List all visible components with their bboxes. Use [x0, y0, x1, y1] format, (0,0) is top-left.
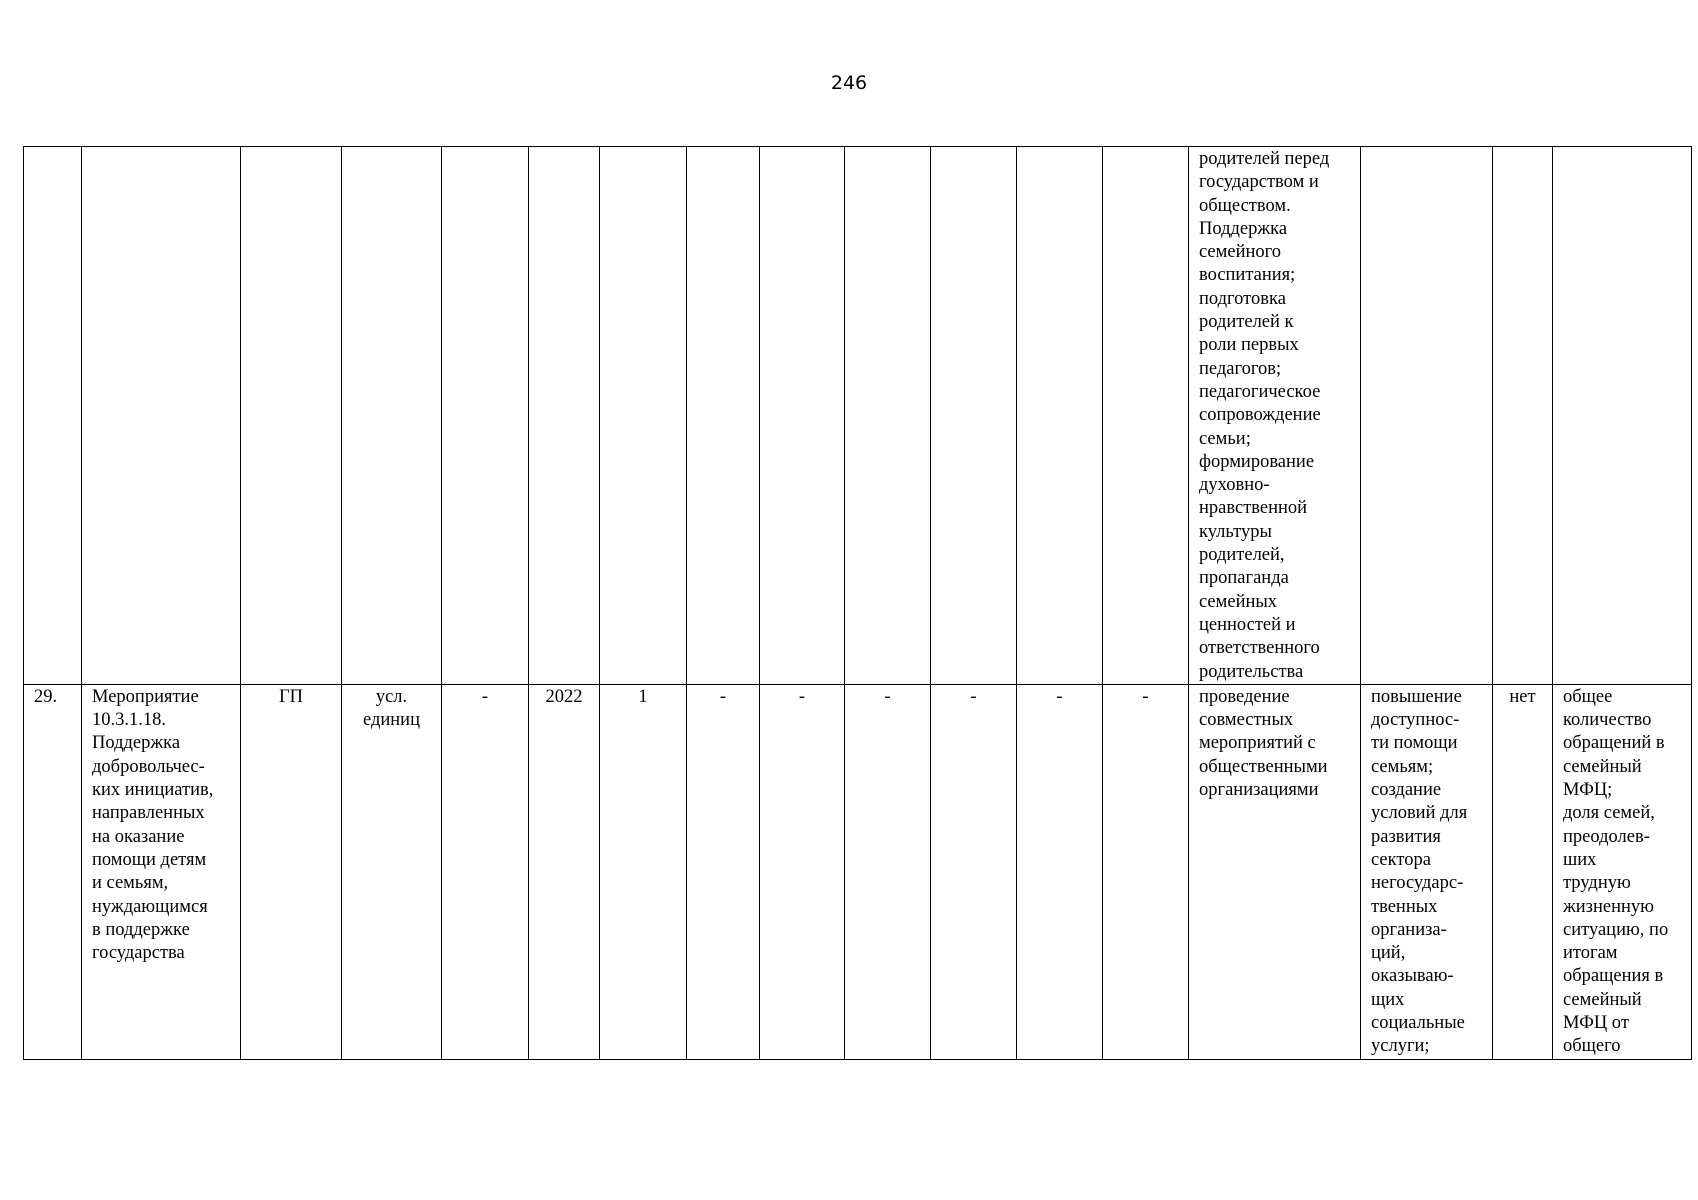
cell-executor: ГП: [241, 684, 342, 1059]
text-line: усл.: [375, 686, 408, 707]
cell-5: -: [442, 684, 529, 1059]
cell-11: -: [931, 684, 1017, 1059]
cell-value: 1: [600, 684, 687, 1059]
text-line: нравственной: [1199, 498, 1308, 519]
text-line: ценностей и: [1199, 614, 1296, 635]
text-line: культуры: [1199, 521, 1272, 542]
text-line: ответственного: [1199, 638, 1320, 659]
text-line: единиц: [363, 710, 420, 731]
table-row-continuation: [24, 147, 1692, 685]
text-line: ших: [1563, 849, 1597, 870]
text-line: ситуацию, по: [1563, 919, 1669, 940]
text-line: пропаганда: [1199, 568, 1289, 589]
text-line: и семьям,: [92, 873, 169, 894]
cell-11: [931, 147, 1017, 685]
cell-number: 29.: [24, 684, 82, 1059]
cell-8: -: [687, 684, 760, 1059]
text-line: преодолев-: [1563, 826, 1650, 847]
cell-10: [845, 147, 931, 685]
text-line: сектора: [1371, 849, 1431, 870]
text-line: обращений в: [1563, 733, 1665, 754]
cell-4: [342, 147, 442, 685]
text-line: твенных: [1371, 896, 1438, 917]
text-line: родительства: [1199, 661, 1304, 682]
text-line: добровольчес-: [92, 756, 205, 777]
text-line: создание: [1371, 780, 1442, 801]
cell-unit: [342, 684, 442, 1059]
text-line: в поддержке: [92, 919, 190, 940]
cell-8: [687, 147, 760, 685]
text-line: общего: [1563, 1036, 1621, 1057]
text-line: сопровождение: [1199, 405, 1321, 426]
cell-6: [529, 147, 600, 685]
cell-year: 2022: [529, 684, 600, 1059]
cell-13: [1103, 147, 1189, 685]
cell-flag: нет: [1493, 684, 1553, 1059]
text-line: оказываю-: [1371, 966, 1454, 987]
cell-indicators: [1553, 147, 1692, 685]
cell-results: [1361, 684, 1493, 1059]
text-line: мероприятий с: [1199, 733, 1316, 754]
cell-indicators: [1553, 684, 1692, 1059]
text-line: ких инициатив,: [92, 780, 214, 801]
cell-event-name: [82, 684, 241, 1059]
text-line: негосударс-: [1371, 873, 1464, 894]
text-line: количество: [1563, 710, 1652, 731]
cell-measures: [1189, 147, 1361, 685]
text-line: роли первых: [1199, 335, 1299, 356]
table-row-29: [24, 684, 1692, 1059]
text-line: совместных: [1199, 710, 1294, 731]
text-line: МФЦ от: [1563, 1012, 1629, 1033]
page-number: 246: [830, 72, 868, 94]
text-line: общее: [1563, 686, 1613, 707]
text-line: подготовка: [1199, 288, 1286, 309]
text-line: семейных: [1199, 591, 1278, 612]
text-line: формирование: [1199, 451, 1315, 472]
text-line: родителей к: [1199, 312, 1294, 333]
text-line: услуги;: [1371, 1036, 1430, 1057]
text-line: МФЦ;: [1563, 780, 1613, 801]
text-line: условий для: [1371, 803, 1468, 824]
text-line: помощи детям: [92, 849, 207, 870]
text-line: проведение: [1199, 686, 1290, 707]
text-line: Поддержка: [1199, 218, 1288, 239]
text-line: щих: [1371, 989, 1405, 1010]
text-line: семейный: [1563, 989, 1642, 1010]
text-line: доступнос-: [1371, 710, 1460, 731]
text-line: жизненную: [1563, 896, 1654, 917]
cell-5: [442, 147, 529, 685]
text-line: семьи;: [1199, 428, 1251, 449]
text-line: общественными: [1199, 756, 1328, 777]
text-line: родителей перед: [1199, 149, 1330, 169]
cell-16: [1493, 147, 1553, 685]
cell-12: -: [1017, 684, 1103, 1059]
cell-9: [760, 147, 845, 685]
text-line: обществом.: [1199, 195, 1291, 216]
cell-measures: [1189, 684, 1361, 1059]
text-line: семейный: [1563, 756, 1642, 777]
text-line: педагогическое: [1199, 381, 1321, 402]
text-line: воспитания;: [1199, 265, 1296, 286]
text-line: повышение: [1371, 686, 1462, 707]
cell-12: [1017, 147, 1103, 685]
text-line: направленных: [92, 803, 205, 824]
text-line: ций,: [1371, 943, 1406, 964]
text-line: 10.3.1.18.: [92, 710, 166, 731]
cell-13: -: [1103, 684, 1189, 1059]
text-line: развития: [1371, 826, 1441, 847]
text-line: организа-: [1371, 919, 1447, 940]
cell-9: -: [760, 684, 845, 1059]
document-table: [23, 146, 1692, 1060]
text-line: обращения в: [1563, 966, 1664, 987]
text-line: доля семей,: [1563, 803, 1655, 824]
text-line: Мероприятие: [92, 686, 199, 707]
text-line: ти помощи: [1371, 733, 1458, 754]
text-line: семейного: [1199, 242, 1281, 263]
text-line: организациями: [1199, 780, 1319, 801]
text-line: на оказание: [92, 826, 185, 847]
cell-10: -: [845, 684, 931, 1059]
cell-3: [241, 147, 342, 685]
cell-event-name: [82, 147, 241, 685]
text-line: трудную: [1563, 873, 1631, 894]
text-line: итогам: [1563, 943, 1618, 964]
text-line: Поддержка: [92, 733, 181, 754]
cell-7: [600, 147, 687, 685]
text-line: государства: [92, 943, 185, 964]
cell-number: [24, 147, 82, 685]
text-line: духовно-: [1199, 475, 1270, 496]
text-line: социальные: [1371, 1012, 1465, 1033]
text-line: родителей,: [1199, 545, 1285, 566]
cell-results: [1361, 147, 1493, 685]
text-line: педагогов;: [1199, 358, 1282, 379]
text-line: государством и: [1199, 172, 1319, 193]
text-line: нуждающимся: [92, 896, 208, 917]
text-line: семьям;: [1371, 756, 1434, 777]
